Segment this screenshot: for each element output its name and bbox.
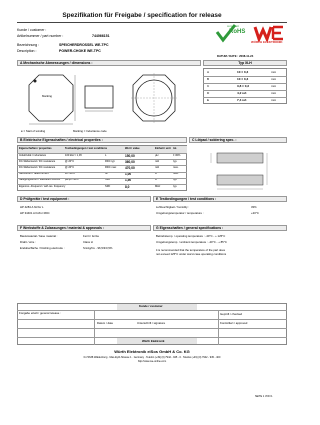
electrical-cell-v: 360,00 bbox=[125, 159, 135, 164]
part-number-value: 744066151 bbox=[92, 34, 110, 38]
dimension-unit: mm bbox=[271, 69, 277, 74]
material-wire-label: Draht / wire : bbox=[20, 240, 36, 244]
electrical-cell-v: 150,00 bbox=[125, 153, 135, 158]
dimension-key: C bbox=[207, 83, 210, 88]
dimension-key: E bbox=[207, 97, 210, 102]
description-label: Bezeichnung : bbox=[17, 43, 40, 47]
electrical-cell-p: Eigenres.-Frequenz / self-res. frequency bbox=[19, 184, 66, 188]
general-spec-3: it is recommended that the temperature of the part does bbox=[156, 248, 226, 252]
section-a-header: A Mechanische Abmessungen / dimensions : bbox=[17, 60, 201, 66]
page-reference: SEITE 1 VON 1 bbox=[255, 395, 273, 398]
wurth-box-title: Würth Elektronik bbox=[142, 338, 165, 343]
dimension-key: D bbox=[207, 90, 210, 95]
electrical-cell-u: µH bbox=[155, 153, 159, 157]
logo-rohs-text: RoHS bbox=[229, 29, 246, 35]
electrical-header-cell: Einheit / unit bbox=[155, 146, 171, 150]
marking-label: Marking bbox=[42, 94, 52, 98]
marking-note: Marking = Inductance code bbox=[73, 129, 107, 133]
electrical-cell-t: ± 30% bbox=[173, 153, 181, 157]
electrical-header-cell: Testbedingungen / test conditions bbox=[65, 146, 108, 150]
humidity-value: 33% bbox=[251, 205, 257, 209]
electrical-cell-c: |ΔL|/L<30% bbox=[65, 178, 79, 182]
electrical-cell-u: mΩ bbox=[155, 165, 160, 169]
rev-row-2: Kontrolliert / approved bbox=[220, 321, 248, 325]
electrical-cell-c: @ 20°C bbox=[65, 159, 75, 163]
page-title: Spezifikation für Freigabe / specification for release bbox=[62, 12, 222, 19]
electrical-cell-s: IR bbox=[105, 172, 108, 176]
section-b-header: B Elektrische Eigenschaften / electrical properties : bbox=[17, 137, 187, 143]
footer-company: Würth Elektronik eiSos GmbH & Co. KG bbox=[114, 349, 190, 354]
start-winding-note: ● = Start of winding bbox=[21, 129, 46, 133]
electrical-cell-v: 1,50 bbox=[125, 178, 132, 183]
dimension-value: 4,2 ref. bbox=[237, 90, 247, 95]
logo-company-text: WÜRTH ELEKTRONIK bbox=[251, 40, 283, 44]
general-spec-1: Betriebstemp. / operating temperature : -40°C - + 125°C bbox=[156, 234, 226, 238]
general-spec-4: not exceed 125°C under worst case operating conditions bbox=[156, 252, 227, 256]
section-c-header: C Lötpad / soldering spec. : bbox=[189, 137, 287, 143]
electrical-cell-u: MHz bbox=[155, 184, 161, 188]
electrical-cell-t: typ. bbox=[173, 184, 178, 188]
description2-label: Description : bbox=[17, 49, 37, 53]
footer-address: D-74638 Waldenburg · Max-Eyth-Strasse 1 · Germany · Telefon (+49) (0) 7942 - 945 - 0 · Telefax (+49) (0) 7942 - 945 - 400 bbox=[83, 356, 221, 359]
dimension-key: B bbox=[207, 76, 210, 81]
dimension-unit: mm bbox=[271, 76, 277, 81]
general-spec-2: Umgebungstemp. / ambient temperature : -40°C - + 85°C bbox=[156, 240, 227, 244]
material-wire-value: Class H bbox=[83, 240, 93, 244]
electrical-cell-t: typ. bbox=[173, 159, 178, 163]
dimension-value: 10 ± 0,3 bbox=[237, 76, 249, 81]
electrical-cell-p: DC-Widerstand / DC resistance bbox=[19, 165, 56, 169]
material-base-value: Ferrit / ferrite bbox=[83, 234, 100, 238]
electrical-header-cell: tol. bbox=[173, 146, 177, 150]
electrical-header-cell: Wert / value bbox=[125, 146, 140, 150]
electrical-cell-p: Nennstrom / rated current bbox=[19, 172, 49, 176]
material-finish-value: Sn/Ag/Cu - 96,5/3/0,5% bbox=[83, 246, 113, 250]
dimension-unit: mm bbox=[271, 83, 277, 88]
electrical-cell-v: 470,00 bbox=[125, 165, 135, 170]
electrical-cell-u: A bbox=[155, 172, 157, 176]
solder-pad-drawing bbox=[195, 147, 285, 191]
datasheet-page bbox=[17, 13, 287, 403]
material-finish-label: Endoberfläche / finishing electrode : bbox=[20, 246, 65, 250]
dimension-key: A bbox=[207, 69, 210, 74]
dimension-value: 7,4 ref. bbox=[237, 97, 247, 102]
dimension-value: 10 ± 0,3 bbox=[237, 69, 249, 74]
company-logo bbox=[215, 24, 287, 46]
electrical-cell-p: Induktivität / inductance bbox=[19, 153, 47, 157]
electrical-cell-c: 100 kHz / 1,0V bbox=[65, 153, 83, 157]
electrical-cell-c: ΔT=30 K bbox=[65, 172, 76, 176]
type-header: Typ XLH bbox=[203, 60, 287, 66]
section-f-header: F Werkstoffe & Zulassungen / material & approvals : bbox=[17, 225, 151, 231]
logo-compliant-text: compliant bbox=[227, 24, 239, 28]
electrical-header-cell: Eigenschaften / properties bbox=[19, 146, 52, 150]
test-equipment-1: HP 4284 A für/for L bbox=[20, 205, 44, 209]
material-base-label: Basismaterial / base material : bbox=[20, 234, 58, 238]
electrical-cell-t: max. bbox=[173, 172, 179, 176]
rev-row-1: Geprüft / checked bbox=[220, 312, 243, 316]
electrical-cell-s: RDC max bbox=[105, 165, 117, 169]
customer-label: Kunde / customer : bbox=[17, 28, 47, 32]
electrical-cell-c: @ 20°C bbox=[65, 165, 75, 169]
electrical-cell-s: ISAT bbox=[105, 178, 111, 182]
dimension-unit: mm bbox=[271, 90, 277, 95]
electrical-cell-u: A bbox=[155, 178, 157, 182]
electrical-cell-u: mΩ bbox=[155, 159, 160, 163]
electrical-cell-v: 8,0 bbox=[125, 184, 130, 189]
description2-value: POWER-CHOKE WE-TPC bbox=[59, 49, 101, 53]
electrical-cell-p: DC-Widerstand / DC resistance bbox=[19, 159, 56, 163]
electrical-cell-v: 1,00 bbox=[125, 172, 132, 177]
temperature-value: +20°C bbox=[251, 211, 259, 215]
sig-date-label: Datum / date bbox=[97, 321, 114, 325]
sig-signature-label: Unterschrift / signature bbox=[137, 321, 166, 325]
dimension-drawing bbox=[25, 71, 205, 126]
electrical-cell-t: typ. bbox=[173, 178, 178, 182]
electrical-cell-p: Sättigungsstrom / saturation current bbox=[19, 178, 61, 182]
test-equipment-2: HP 34401 A für/for RDC bbox=[20, 211, 50, 215]
dimension-value: 3,8 ± 0,3 bbox=[237, 83, 250, 88]
humidity-label: Luftfeuchtigkeit / humidity : bbox=[156, 205, 190, 209]
description-value: SPEICHERDROSSEL WE-TPC bbox=[59, 43, 109, 47]
section-g-header: G Eigenschaften / general specifications : bbox=[153, 225, 287, 231]
section-d-header: D Prüfgeräte / test equipment : bbox=[17, 196, 151, 202]
footer-web[interactable]: http://www.we-online.com bbox=[137, 360, 167, 363]
temperature-label: Umgebungstemperatur / temperature : bbox=[156, 211, 204, 215]
customer-box-title: Kunde / customer bbox=[139, 304, 163, 308]
dimension-unit: mm bbox=[271, 97, 277, 102]
electrical-cell-s: SRF bbox=[105, 184, 111, 188]
section-e-header: E Testbedingungen / test conditions : bbox=[153, 196, 287, 202]
electrical-cell-s: RDC typ bbox=[105, 159, 115, 163]
release-label: Freigabe erteilt / general release : bbox=[19, 311, 61, 315]
document-date: DATUM / DATE : 2008-11-24 bbox=[217, 54, 254, 58]
electrical-cell-t: max. bbox=[173, 165, 179, 169]
electrical-cell-s: L bbox=[105, 153, 107, 157]
part-number-label: Artikelnummer / part number : bbox=[17, 34, 64, 38]
